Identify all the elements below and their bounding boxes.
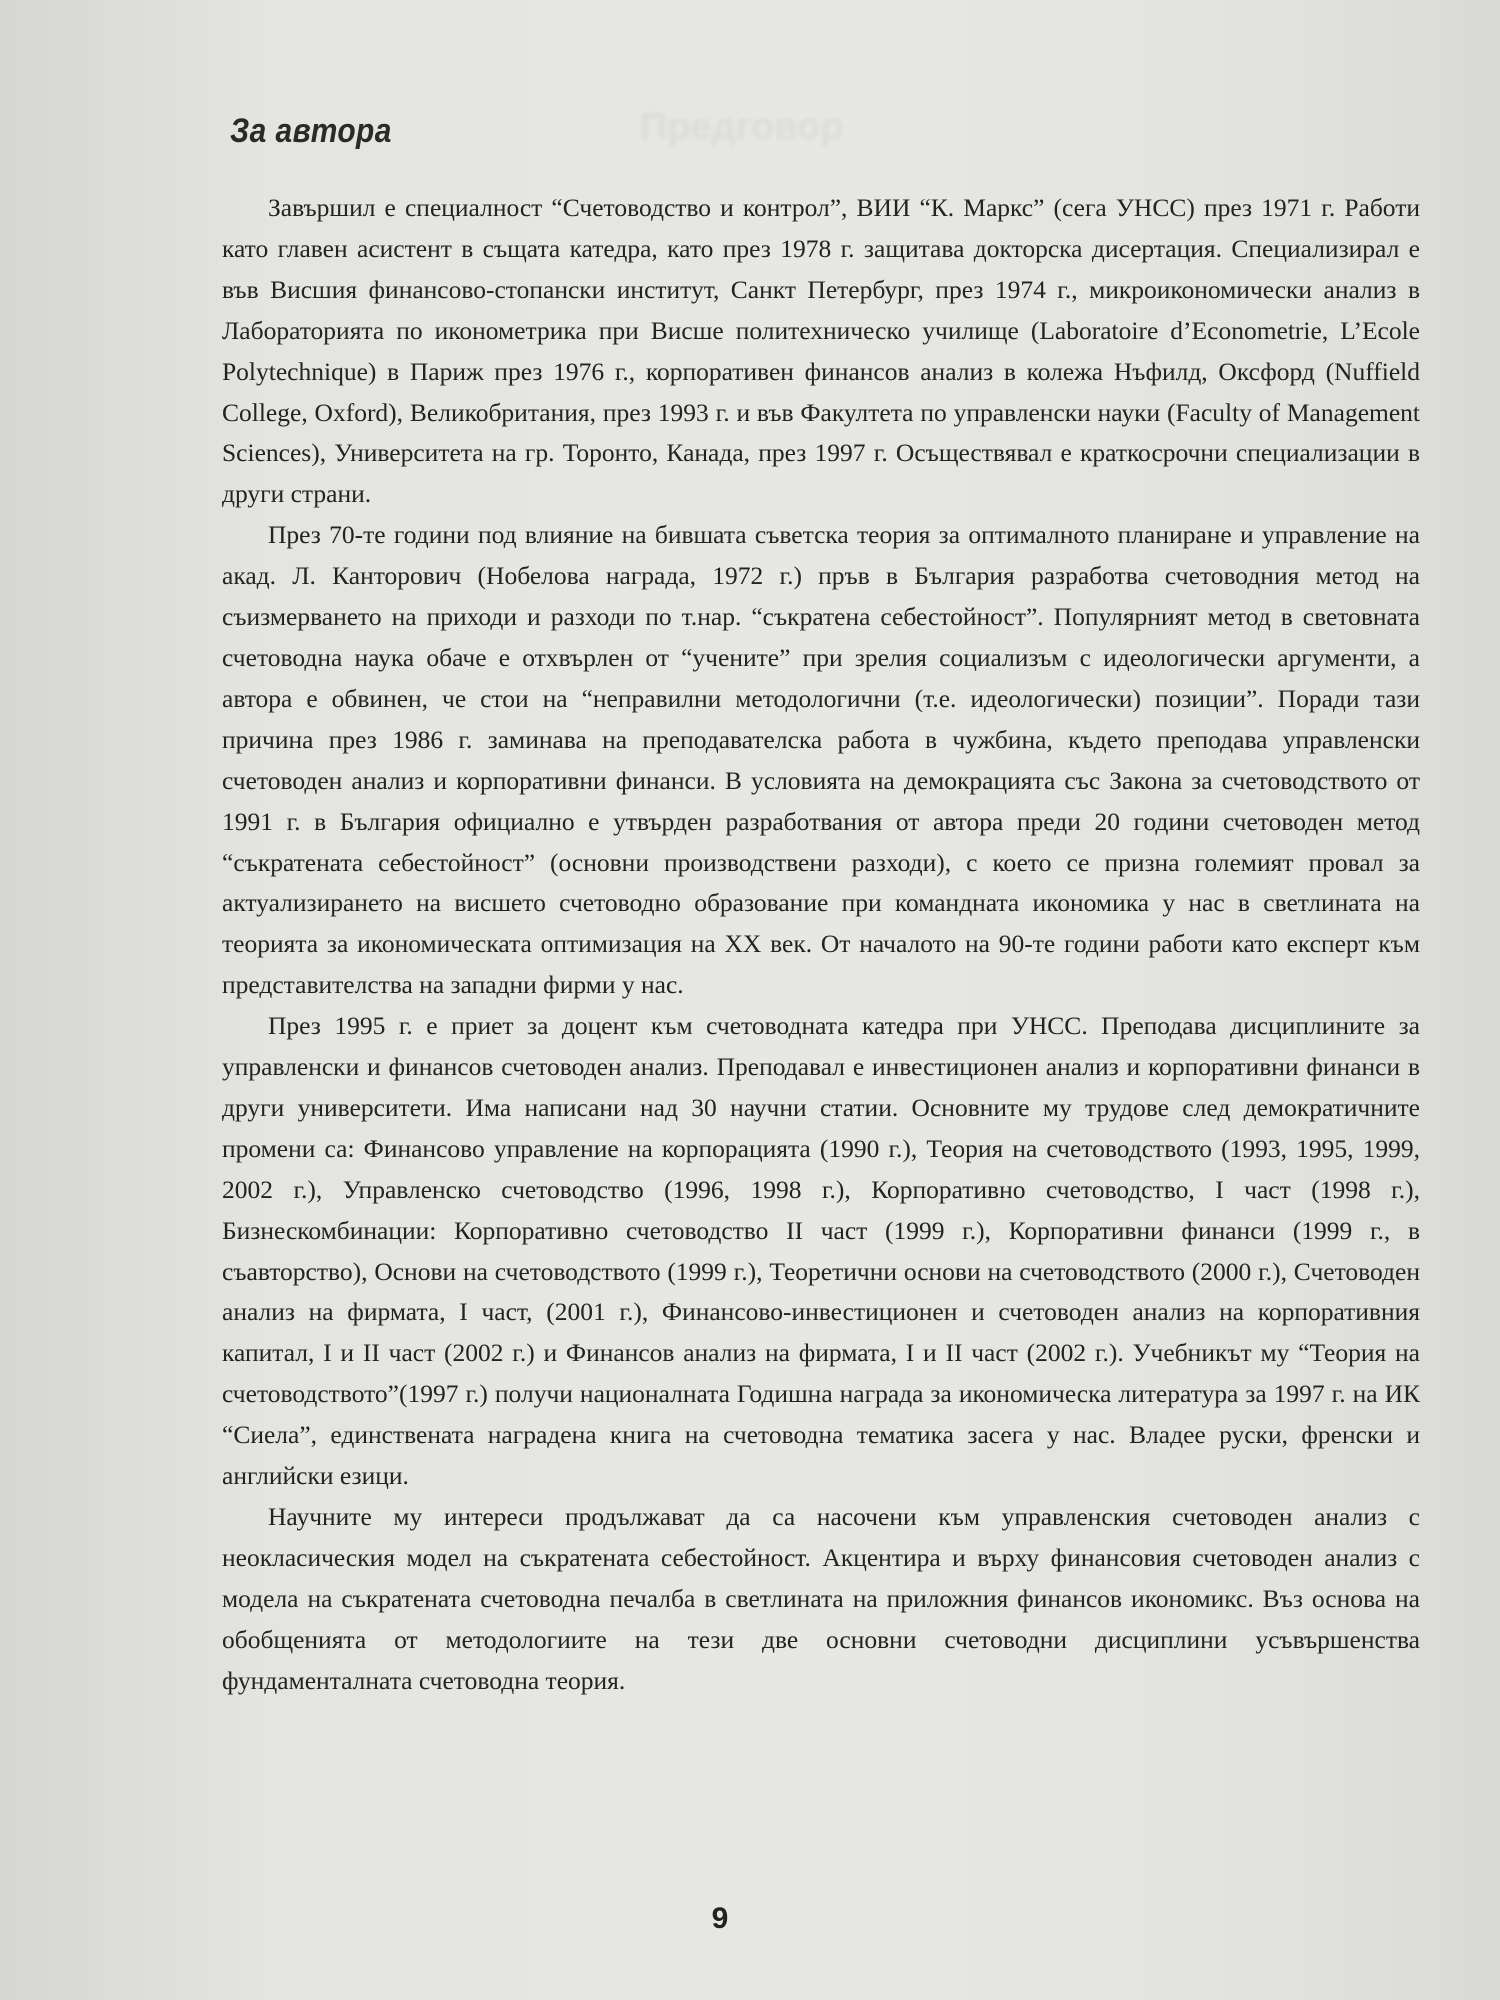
bleed-through-title: Предговор	[640, 106, 844, 148]
paragraph-career: През 70-те години под влияние на бившата съветска теория за оптималното планиране и управление на акад. Л. Канторович (Нобелова награда, 1972 г.) пръв в България разработва счетоводния метод на съизмерването на приходи и разходи по т.нар. “съкратена себестойност”. Популярният метод в световната счетоводна наука обаче е отхвърлен от “учените” при зрелия социализъм с идеологически аргументи, а автора е обвинен, че стои на “неправилни методологични (т.е. идеологически) позиции”. Поради тази причина през 1986 г. заминава на преподавателска работа в чужбина, където преподава управленски счетоводен анализ и корпоративни финанси. В условията на демокрацията със Закона за счетоводството от 1991 г. в България официално е утвърден разработвания от автора преди 20 години счетоводен метод “съкратената себестойност” (основни производствени разходи), с което се призна големият провал за актуализирането на висшето счетоводно образование при командната икономика у нас в светлината на теорията за икономическата оптимизация на XX век. От началото на 90-те години работи като експерт към представителства на западни фирми у нас.	[222, 520, 1420, 1000]
paragraph-education: Завършил е специалност “Счетоводство и контрол”, ВИИ “К. Маркс” (сега УНСС) през 1971 г. Работи като главен асистент в същата катедра, като през 1978 г. защитава докторска дисертация. Специализирал е във Висшия финансово-стопански институт, Санкт Петербург, през 1974 г., микроикономически анализ в Лабораторията по иконометрика при Висше политехническо училище (Laboratoire d’Econometrie, L’Ecole Polytechnique) в Париж през 1976 г., корпоративен финансов анализ в колежа Нъфилд, Оксфорд (Nuffield College, Oxford), Великобритания, през 1993 г. и във Факултета по управленски науки (Faculty of Management Sciences), Университета на гр. Торонто, Канада, през 1997 г. Осъществявал е краткосрочни специализации в други страни.	[222, 193, 1420, 509]
paragraph-works: През 1995 г. е приет за доцент към счетоводната катедра при УНСС. Преподава дисциплините за управленски и финансов счетоводен анализ. Преподавал е инвестиционен анализ и корпоративни финанси в други университети. Има написани над 30 научни статии. Основните му трудове след демократичните промени са: Финансово управление на корпорацията (1990 г.), Теория на счетоводството (1993, 1995, 1999, 2002 г.), Управленско счетоводство (1996, 1998 г.), Корпоративно счетоводство, I част (1998 г.), Бизнескомбинации: Корпоративно счетоводство II част (1999 г.), Корпоративни финанси (1999 г., в съавторство), Основи на счетоводството (1999 г.), Теоретични основи на счетоводството (2000 г.), Счетоводен анализ на фирмата, I част, (2001 г.), Финансово-инвестиционен и счетоводен анализ на корпоративния капитал, I и II част (2002 г.) и Финансов анализ на фирмата, I и II част (2002 г.). Учебникът му “Теория на счетоводството”(1997 г.) получи националната Годишна награда за икономическа литература за 1997 г. на ИК “Сиела”, единствената наградена книга на счетоводна тематика засега у нас. Владее руски, френски и английски езици.	[222, 1011, 1420, 1491]
page-number: 9	[711, 1902, 729, 1935]
paragraph-interests: Научните му интереси продължават да са насочени към управленския счетоводен анализ с неокласическия модел на съкратената себестойност. Акцентира и върху финансовия счетоводен анализ с модела на съкратената счетоводна печалба в светлината на приложния финансов икономикс. Въз основа на обобщенията от методологиите на тези две основни счетоводни дисциплини усъвършенства фундаменталната счетоводна теория.	[222, 1502, 1420, 1695]
section-heading: За автора	[230, 112, 392, 150]
body-text	[222, 188, 1420, 1702]
